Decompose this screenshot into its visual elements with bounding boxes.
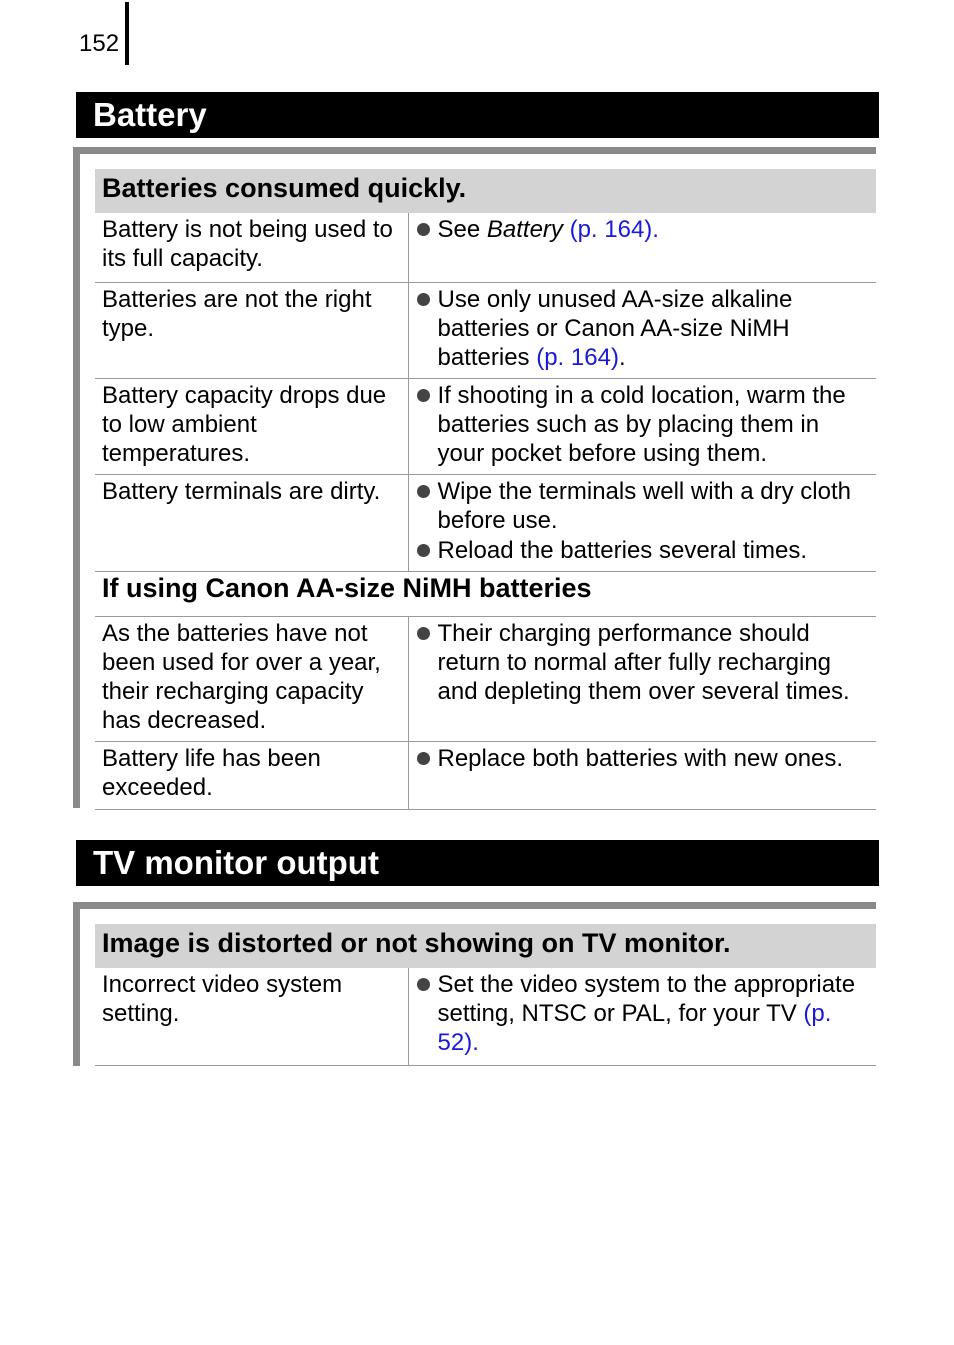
remedy-cell bbox=[408, 213, 876, 282]
troubleshoot-table bbox=[95, 617, 876, 810]
cause-cell: Battery terminals are dirty. bbox=[95, 474, 408, 571]
remedy-cell bbox=[408, 378, 876, 474]
table-row bbox=[95, 742, 876, 810]
remedy-bullet: Use only unused AA-size alkaline batteries or Canon AA-size NiMH batteries (p. 164). bbox=[417, 285, 871, 372]
cause-cell: As the batteries have not been used for over a year, their recharging capacity has decreased. bbox=[95, 617, 408, 742]
cause-cell: Battery capacity drops due to low ambient temperatures. bbox=[95, 378, 408, 474]
bullet-dot-icon bbox=[417, 485, 430, 498]
cause-cell: Batteries are not the right type. bbox=[95, 282, 408, 378]
bullet-dot-icon bbox=[417, 544, 430, 557]
problem-heading: Image is distorted or not showing on TV monitor. bbox=[95, 924, 876, 968]
troubleshoot-table bbox=[95, 968, 876, 1066]
bullet-dot-icon bbox=[417, 978, 430, 991]
section-banner-battery: Battery bbox=[76, 92, 879, 138]
remedy-bullet: If shooting in a cold location, warm the batteries such as by placing them in your pocket before using them. bbox=[417, 381, 871, 468]
remedy-bullet: See Battery (p. 164). bbox=[417, 215, 871, 244]
page-link[interactable]: (p. 164) bbox=[536, 343, 619, 371]
remedy-bullet: Replace both batteries with new ones. bbox=[417, 744, 871, 773]
page-number-rule bbox=[125, 2, 129, 65]
table-row bbox=[95, 617, 876, 742]
section-banner-tv: TV monitor output bbox=[76, 840, 879, 886]
table-row bbox=[95, 968, 876, 1065]
cause-cell: Incorrect video system setting. bbox=[95, 968, 408, 1065]
bullet-dot-icon bbox=[417, 223, 430, 236]
remedy-cell bbox=[408, 742, 876, 810]
cause-cell: Battery life has been exceeded. bbox=[95, 742, 408, 810]
table-row bbox=[95, 282, 876, 378]
troubleshoot-table bbox=[95, 213, 876, 572]
bullet-dot-icon bbox=[417, 627, 430, 640]
bullet-dot-icon bbox=[417, 752, 430, 765]
table-row bbox=[95, 474, 876, 571]
sub-heading: If using Canon AA-size NiMH batteries bbox=[102, 573, 592, 603]
remedy-bullet: Reload the batteries several times. bbox=[417, 536, 871, 565]
remedy-cell bbox=[408, 968, 876, 1065]
remedy-cell bbox=[408, 474, 876, 571]
cause-cell: Battery is not being used to its full capacity. bbox=[95, 213, 408, 282]
remedy-bullet: Their charging performance should return to normal after fully recharging and depleting them over several times. bbox=[417, 619, 871, 706]
page-link[interactable]: (p. 164) bbox=[569, 216, 653, 243]
bullet-dot-icon bbox=[417, 389, 430, 402]
problem-heading: Batteries consumed quickly. bbox=[95, 169, 876, 213]
remedy-cell bbox=[408, 617, 876, 742]
page-link[interactable]: (p. 52) bbox=[437, 1000, 832, 1056]
page-number: 152 bbox=[79, 30, 120, 57]
table-row bbox=[95, 378, 876, 474]
table-row bbox=[95, 213, 876, 282]
remedy-cell bbox=[408, 282, 876, 378]
remedy-bullet: Wipe the terminals well with a dry cloth before use. bbox=[417, 477, 871, 535]
remedy-bullet: Set the video system to the appropriate setting, NTSC or PAL, for your TV (p. 52). bbox=[417, 970, 871, 1057]
bullet-dot-icon bbox=[417, 293, 430, 306]
